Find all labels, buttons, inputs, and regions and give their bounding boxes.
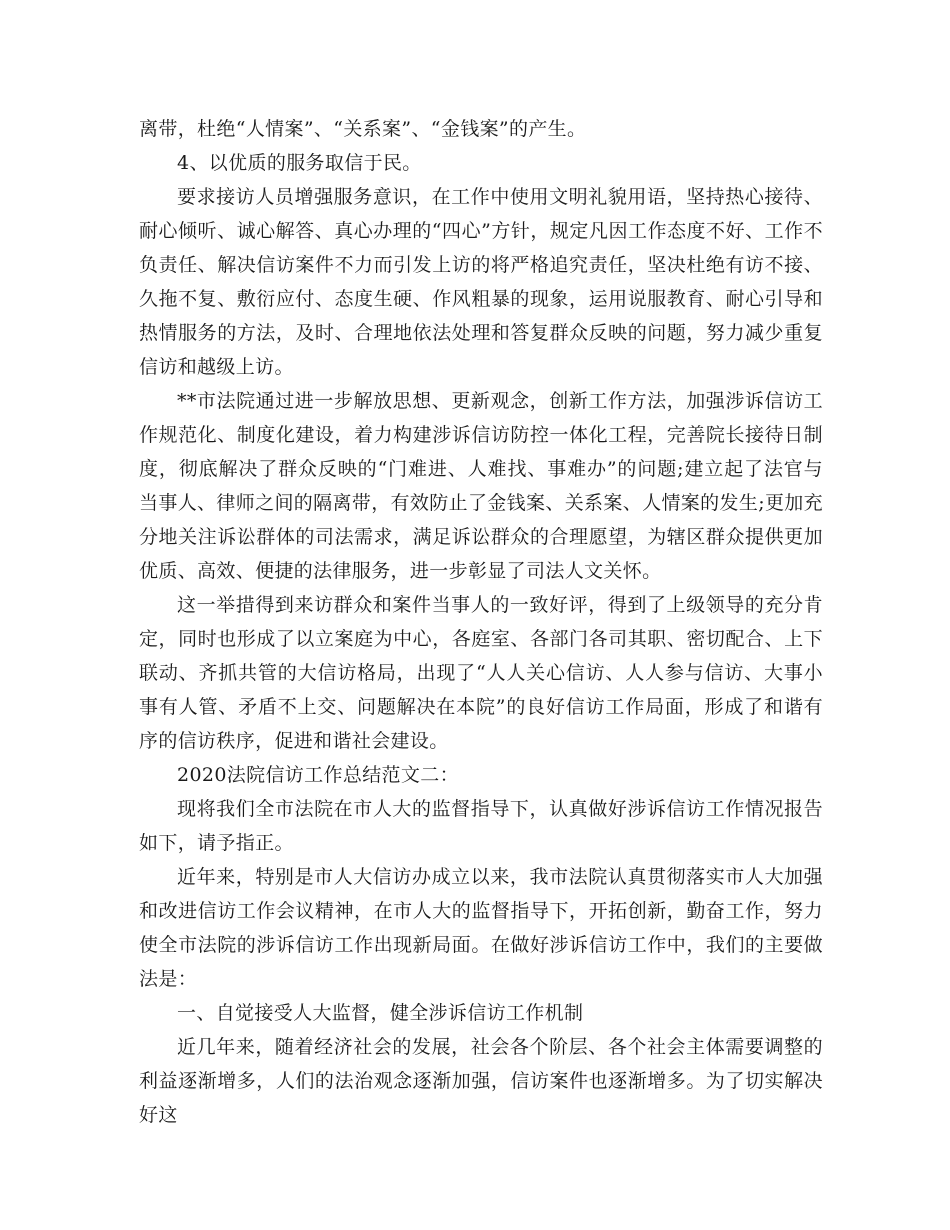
section-heading-one: 一、自觉接受人大监督，健全涉诉信访工作机制	[177, 1002, 584, 1024]
paragraph-10: 近几年来，随着经济社会的发展，社会各个阶层、各个社会主体需要调整的利益逐渐增多，人们的法治观念逐渐加强，信访案件也逐渐增多。为了切实解决好这	[139, 1036, 823, 1126]
paragraph-1: 离带，杜绝“人情案”、“关系案”、“金钱案”的产生。	[139, 118, 587, 140]
paragraph-4: **市法院通过进一步解放思想、更新观念，创新工作方法，加强涉诉信访工作规范化、制度化建设，着力构建涉诉信访防控一体化工程，完善院长接待日制度，彻底解决了群众反映的“门难进、人难找、事难办”的问题;建立起了法官与当事人、律师之间的隔离带，有效防止了金钱案、关系案、人情案的发生;更加充分地关注诉讼群体的司法需求，满足诉讼群众的合理愿望，为辖区群众提供更加优质、高效、便捷的法律服务，进一步彰显了司法人文关怀。	[139, 390, 824, 582]
paragraph-7: 现将我们全市法院在市人大的监督指导下，认真做好涉诉信访工作情况报告如下，请予指正。	[139, 798, 823, 854]
paragraph-3: 要求接访人员增强服务意识，在工作中使用文明礼貌用语，坚持热心接待、耐心倾听、诚心解答、真心办理的“四心”方针，规定凡因工作态度不好、工作不负责任、解决信访案件不力而引发上访的将严格追究责任，坚决杜绝有访不接、久拖不复、敷衍应付、态度生硬、作风粗暴的现象，运用说服教育、耐心引导和热情服务的方法，及时、合理地依法处理和答复群众反映的问题，努力减少重复信访和越级上访。	[139, 186, 823, 378]
paragraph-5: 这一举措得到来访群众和案件当事人的一致好评，得到了上级领导的充分肯定，同时也形成了以立案庭为中心，各庭室、各部门各司其职、密切配合、上下联动、齐抓共管的大信访格局，出现了“人人关心信访、人人参与信访、大事小事有人管、矛盾不上交、问题解决在本院”的良好信访工作局面，形成了和谐有序的信访秩序，促进和谐社会建设。	[139, 594, 823, 752]
paragraph-2-heading: 4、以优质的服务取信于民。	[177, 152, 422, 174]
paragraph-8: 近年来，特别是市人大信访办成立以来，我市法院认真贯彻落实市人大加强和改进信访工作会议精神，在市人大的监督指导下，开拓创新，勤奋工作，努力使全市法院的涉诉信访工作出现新局面。在做好涉诉信访工作中，我们的主要做法是：	[139, 866, 823, 990]
section-title-sample-two: 2020法院信访工作总结范文二：	[177, 764, 459, 786]
document-body	[139, 112, 823, 1132]
